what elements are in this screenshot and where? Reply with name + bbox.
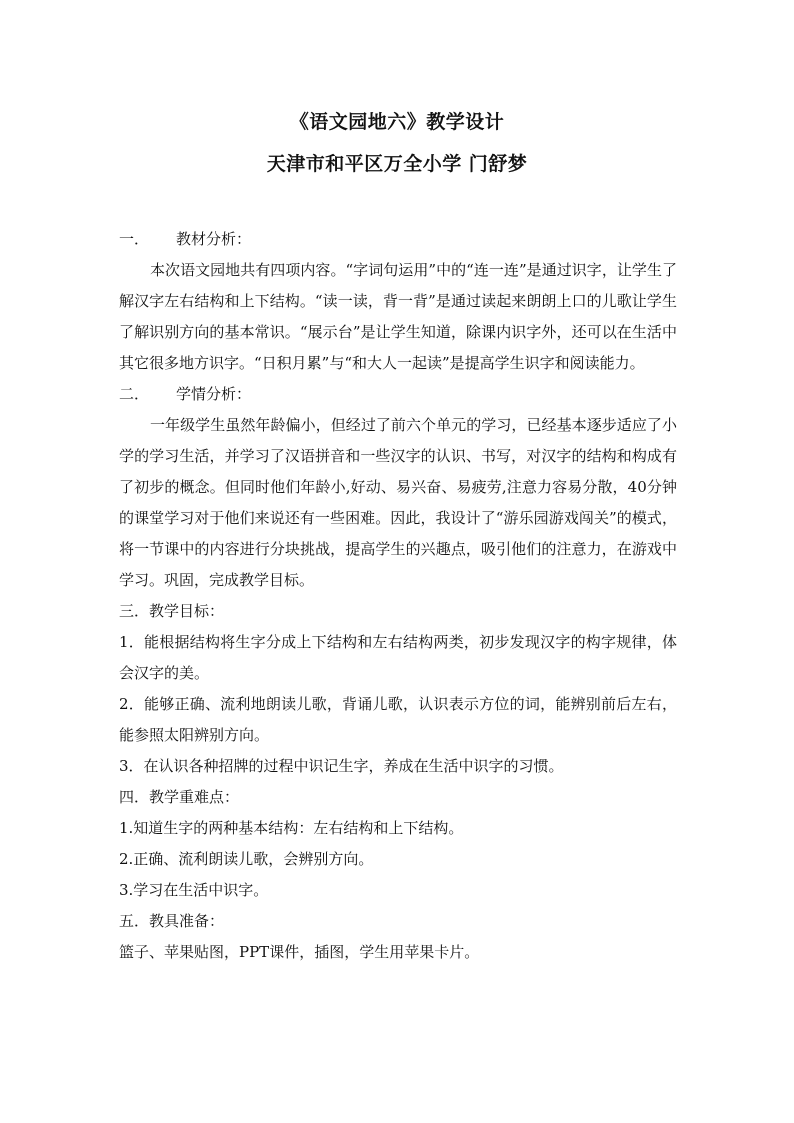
list-item: 2.正确、流利朗读儿歌，会辨别方向。 bbox=[119, 850, 374, 868]
section-paragraph-materials: 本次语文园地共有四项内容。“字词句运用”中的“连一连”是通过识字，让学生了解汉字左右结构和上下结构。“读一读，背一背”是通过读起来朗朗上口的儿歌让学生了解识别方向的基本常识。“展示台”是让学生知道，除课内识字外，还可以在生活中其它很多地方识字。“日积月累”与“和大人一起读”是提高学生识字和阅读能力。 bbox=[119, 261, 677, 372]
section-paragraph-students: 一年级学生虽然年龄偏小，但经过了前六个单元的学习，已经基本逐步适应了小学的学习生活，并学习了汉语拼音和一些汉字的认识、书写，对汉字的结构和构成有了初步的概念。但同时他们年龄小,好动、易兴奋、易疲劳,注意力容易分散，40分钟的课堂学习对于他们来说还有一些困难。因此，我设计了“游乐园游戏闯关”的模式，将一节课中的内容进行分块挑战，提高学生的兴趣点，吸引他们的注意力，在游戏中学习。巩固，完成教学目标。 bbox=[119, 416, 677, 589]
section-heading-materials bbox=[119, 224, 677, 255]
section-heading-text: 学情分析： bbox=[176, 385, 252, 403]
document-body bbox=[119, 224, 677, 968]
page-title: 《语文园地六》教学设计 bbox=[289, 111, 505, 133]
section-number: 二． bbox=[119, 385, 150, 403]
section-heading-materials-prep: 五．教具准备： bbox=[119, 912, 225, 930]
list-item: 3．在认识各种招牌的过程中识记生字，养成在生活中识字的习惯。 bbox=[119, 757, 564, 775]
section-heading-students bbox=[119, 379, 677, 410]
section-heading-key-points: 四．教学重难点： bbox=[119, 788, 240, 806]
author-line: 天津市和平区万全小学 门舒梦 bbox=[266, 153, 528, 175]
list-item: 2．能够正确、流利地朗读儿歌，背诵儿歌，认识表示方位的词，能辨别前后左右，能参照太阳辨别方向。 bbox=[119, 695, 677, 744]
list-item: 1．能根据结构将生字分成上下结构和左右结构两类，初步发现汉字的构字规律，体会汉字的美。 bbox=[119, 633, 677, 682]
section-number: 一． bbox=[119, 230, 150, 248]
section-paragraph-materials-prep: 篮子、苹果贴图，PPT课件，插图，学生用苹果卡片。 bbox=[119, 943, 480, 961]
list-item: 3.学习在生活中识字。 bbox=[119, 881, 269, 899]
section-heading-goals: 三．教学目标： bbox=[119, 602, 225, 620]
section-heading-text: 教材分析： bbox=[176, 230, 252, 248]
list-item: 1.知道生字的两种基本结构：左右结构和上下结构。 bbox=[119, 819, 464, 837]
